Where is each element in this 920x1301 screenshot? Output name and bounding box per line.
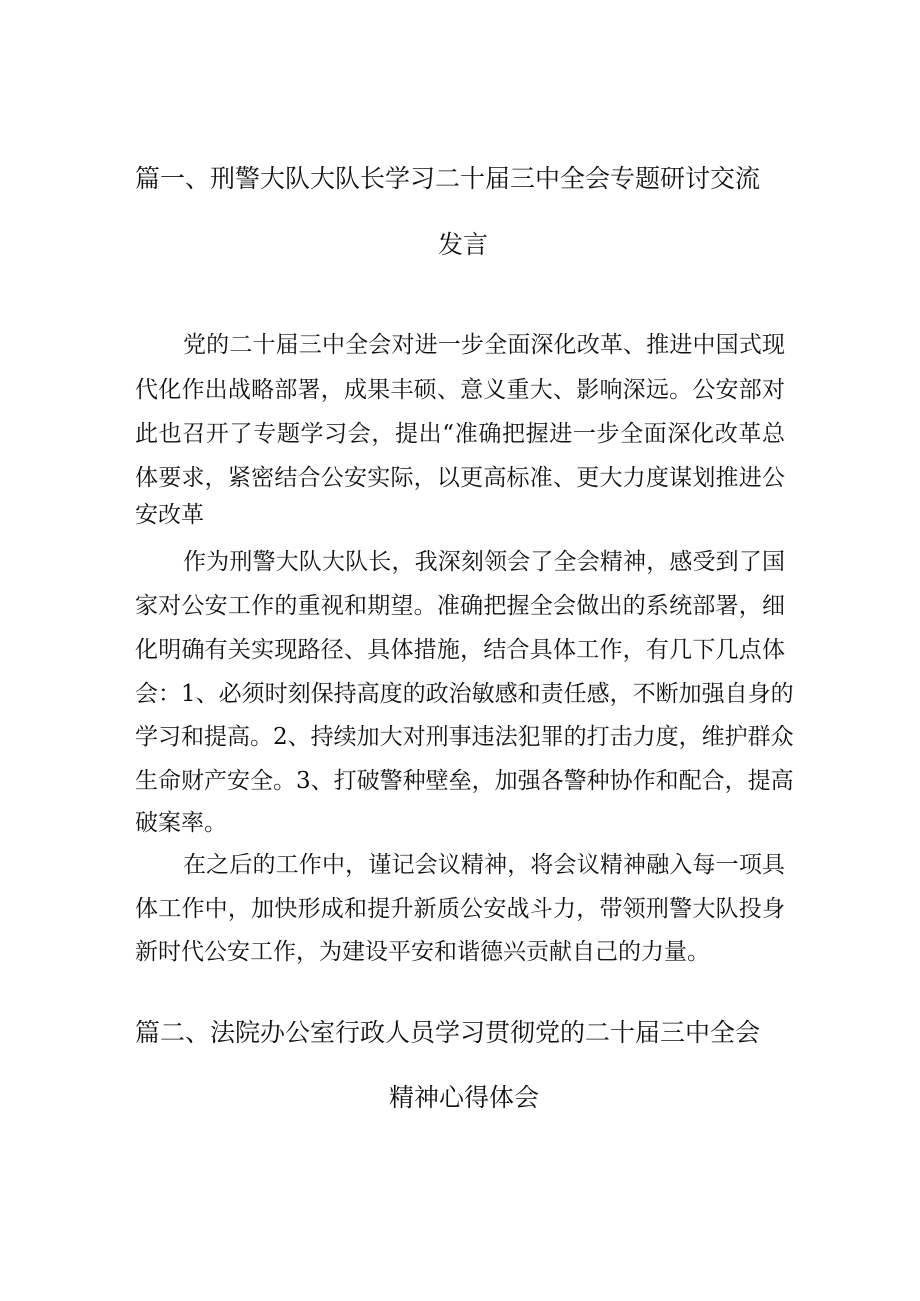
section2-title-line2: 精神心得体会 — [389, 1083, 540, 1112]
section1-title-line2: 发言 — [438, 230, 489, 259]
paragraph1-line: 党的二十届三中全会对进一步全面深化改革、推进中国式现 — [183, 332, 785, 358]
paragraph1-line: 代化作出战略部署，成果丰硕、意义重大、影响深远。公安部对 — [135, 377, 785, 403]
paragraph2-line: 学习和提高。2、持续加大对刑事违法犯罪的打击力度，维护群众 — [135, 724, 794, 750]
paragraph2-line: 化明确有关实现路径、具体措施，结合具体工作，有几下几点体 — [135, 637, 785, 663]
paragraph2-line: 作为刑警大队大队长，我深刻领会了全会精神，感受到了国 — [183, 549, 785, 575]
paragraph1-line: 此也召开了专题学习会，提出“准确把握进一步全面深化改革总 — [135, 421, 785, 447]
paragraph2-line: 破案率。 — [135, 810, 227, 836]
paragraph2-line: 生命财产安全。3、打破警种壁垒，加强各警种协作和配合，提高 — [135, 768, 794, 794]
paragraph2-line: 会：1、必须时刻保持高度的政治敏感和责任感，不断加强自身的 — [135, 681, 794, 707]
paragraph3-line: 在之后的工作中，谨记会议精神，将会议精神融入每一项具 — [183, 852, 785, 878]
paragraph1-line: 体要求，紧密结合公安实际，以更高标准、更大力度谋划推进公 — [135, 465, 785, 491]
section2-title-line1: 篇二、法院办公室行政人员学习贯彻党的二十届三中全会 — [135, 1018, 761, 1047]
paragraph3-line: 体工作中，加快形成和提升新质公安战斗力，带领刑警大队投身 — [135, 896, 785, 922]
section1-title-line1: 篇一、刑警大队大队长学习二十届三中全会专题研讨交流 — [135, 164, 761, 193]
paragraph3-line: 新时代公安工作，为建设平安和谐德兴贡献自己的力量。 — [135, 939, 710, 965]
paragraph2-line: 家对公安工作的重视和期望。准确把握全会做出的系统部署，细 — [135, 593, 785, 619]
paragraph1-line: 安改革 — [135, 502, 204, 528]
